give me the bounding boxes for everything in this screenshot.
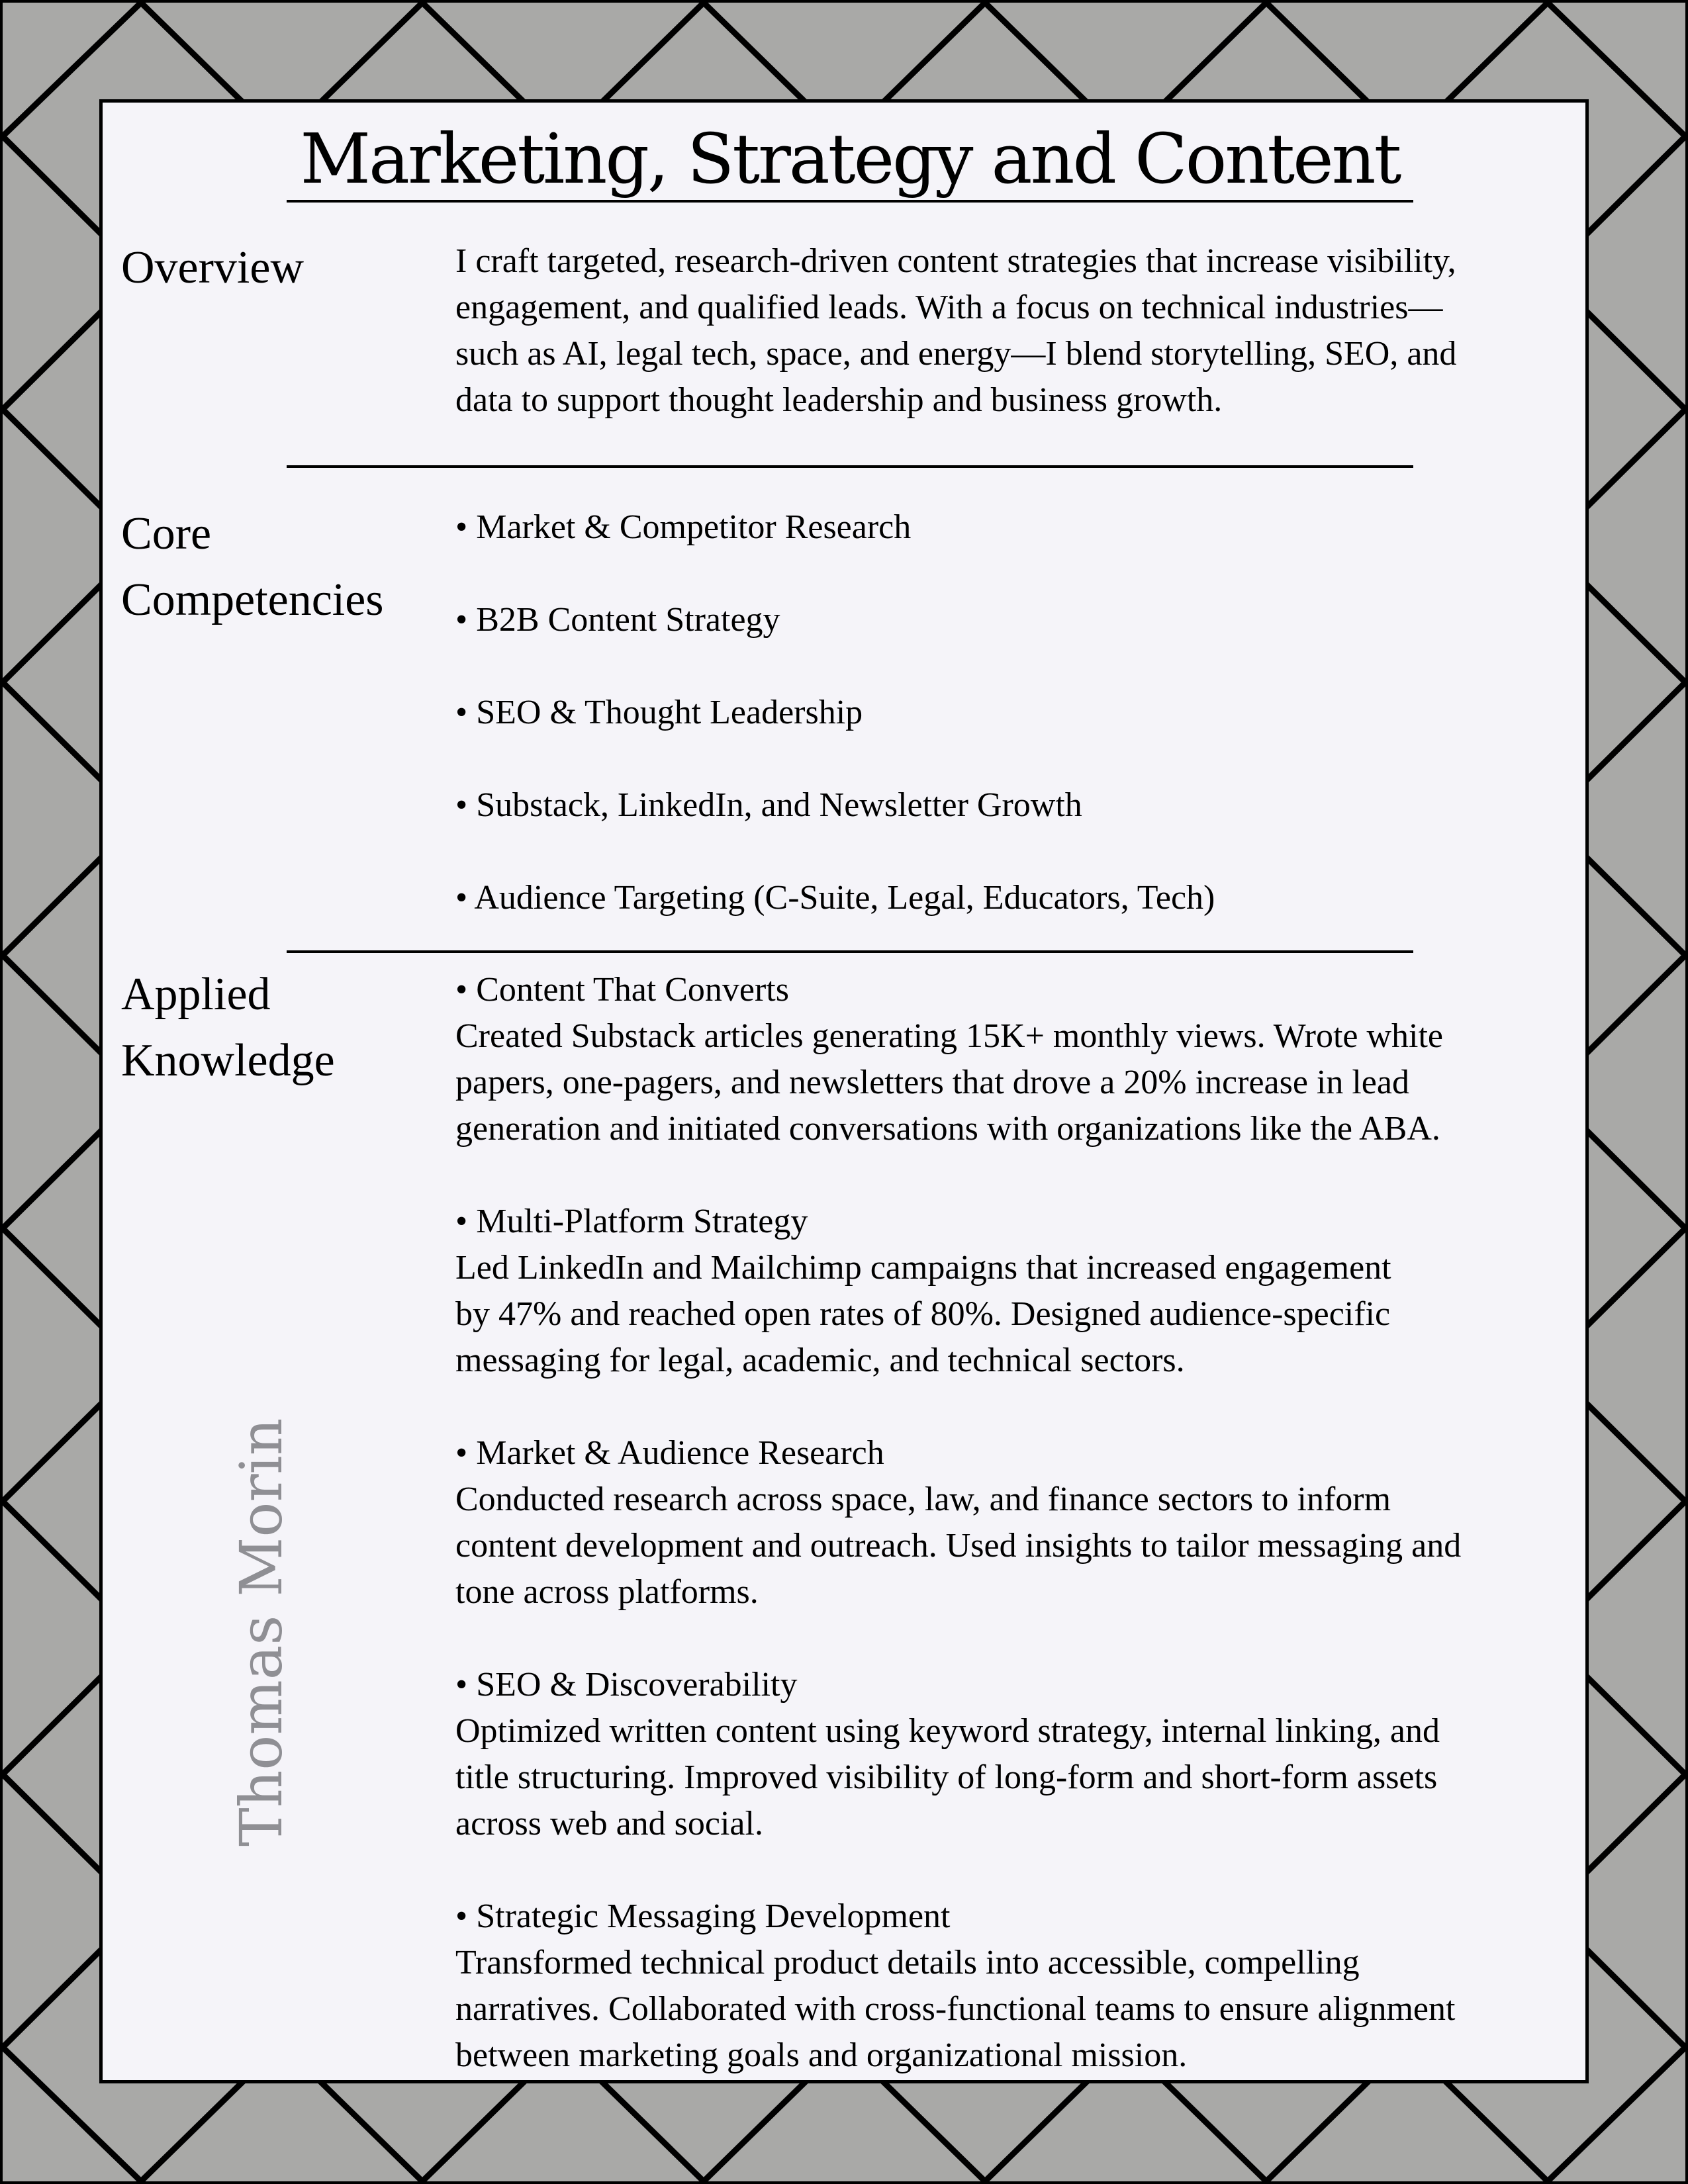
applied-item	[455, 1430, 1581, 1662]
title-underline	[287, 200, 1413, 203]
competencies-heading-line2: Competencies	[121, 574, 384, 625]
competency-item: • B2B Content Strategy	[455, 601, 780, 639]
applied-item-line: Transformed technical product details into accessible, compelling	[455, 1944, 1360, 1981]
overview-line: data to support thought leadership and business growth.	[455, 381, 1223, 419]
applied-item	[455, 1662, 1581, 1893]
content-panel	[99, 99, 1589, 2083]
overview-heading: Overview	[121, 242, 305, 293]
signature-name: Thomas Morin	[227, 1418, 295, 1846]
applied-item-line: tone across platforms.	[455, 1573, 759, 1611]
applied-item	[455, 1893, 1581, 2125]
competencies-list	[455, 504, 1215, 968]
applied-item-title: • Multi-Platform Strategy	[455, 1203, 808, 1240]
applied-heading-line2: Knowledge	[121, 1035, 335, 1086]
applied-item-line: by 47% and reached open rates of 80%. Designed audience-specific	[455, 1295, 1391, 1333]
page-title: Marketing, Strategy and Content	[300, 118, 1400, 199]
applied-item-line: narratives. Collaborated with cross-functional teams to ensure alignment	[455, 1990, 1456, 2028]
applied-item-title: • Market & Audience Research	[455, 1434, 884, 1472]
overview-line: such as AI, legal tech, space, and energy—I blend storytelling, SEO, and	[455, 335, 1457, 373]
applied-item-line: between marketing goals and organizational mission.	[455, 2036, 1188, 2074]
applied-item-title: • Strategic Messaging Development	[455, 1897, 951, 1935]
overview-text	[455, 238, 1581, 424]
section-divider	[287, 950, 1413, 953]
applied-item-line: content development and outreach. Used insights to tailor messaging and	[455, 1527, 1462, 1565]
applied-item-line: papers, one-pagers, and newsletters that drove a 20% increase in lead	[455, 1064, 1409, 1101]
applied-item-line: messaging for legal, academic, and technical sectors.	[455, 1342, 1185, 1379]
applied-item-title: • SEO & Discoverability	[455, 1666, 798, 1704]
applied-heading-line1: Applied	[121, 969, 271, 1020]
section-divider	[287, 465, 1413, 468]
competency-item: • Market & Competitor Research	[455, 508, 912, 546]
competency-item: • Audience Targeting (C-Suite, Legal, Educators, Tech)	[455, 879, 1215, 917]
applied-item-line: Created Substack articles generating 15K+ monthly views. Wrote white	[455, 1017, 1444, 1055]
competencies-heading-line1: Core	[121, 508, 212, 559]
applied-item-line: title structuring. Improved visibility of long-form and short-form assets	[455, 1758, 1438, 1796]
overview-line: I craft targeted, research-driven content strategies that increase visibility,	[455, 242, 1456, 280]
applied-item	[455, 1199, 1581, 1430]
applied-item-line: Conducted research across space, law, and finance sectors to inform	[455, 1480, 1391, 1518]
competency-item: • SEO & Thought Leadership	[455, 694, 863, 731]
applied-item-line: Led LinkedIn and Mailchimp campaigns that increased engagement	[455, 1249, 1391, 1287]
applied-item-line: Optimized written content using keyword strategy, internal linking, and	[455, 1712, 1440, 1750]
applied-item-line: generation and initiated conversations with organizations like the ABA.	[455, 1110, 1440, 1148]
overview-line: engagement, and qualified leads. With a focus on technical industries—	[455, 289, 1443, 326]
applied-item	[455, 967, 1581, 1199]
applied-item-line: across web and social.	[455, 1805, 763, 1843]
applied-list	[455, 967, 1581, 2125]
applied-item-title: • Content That Converts	[455, 971, 789, 1009]
competency-item: • Substack, LinkedIn, and Newsletter Growth	[455, 786, 1082, 824]
